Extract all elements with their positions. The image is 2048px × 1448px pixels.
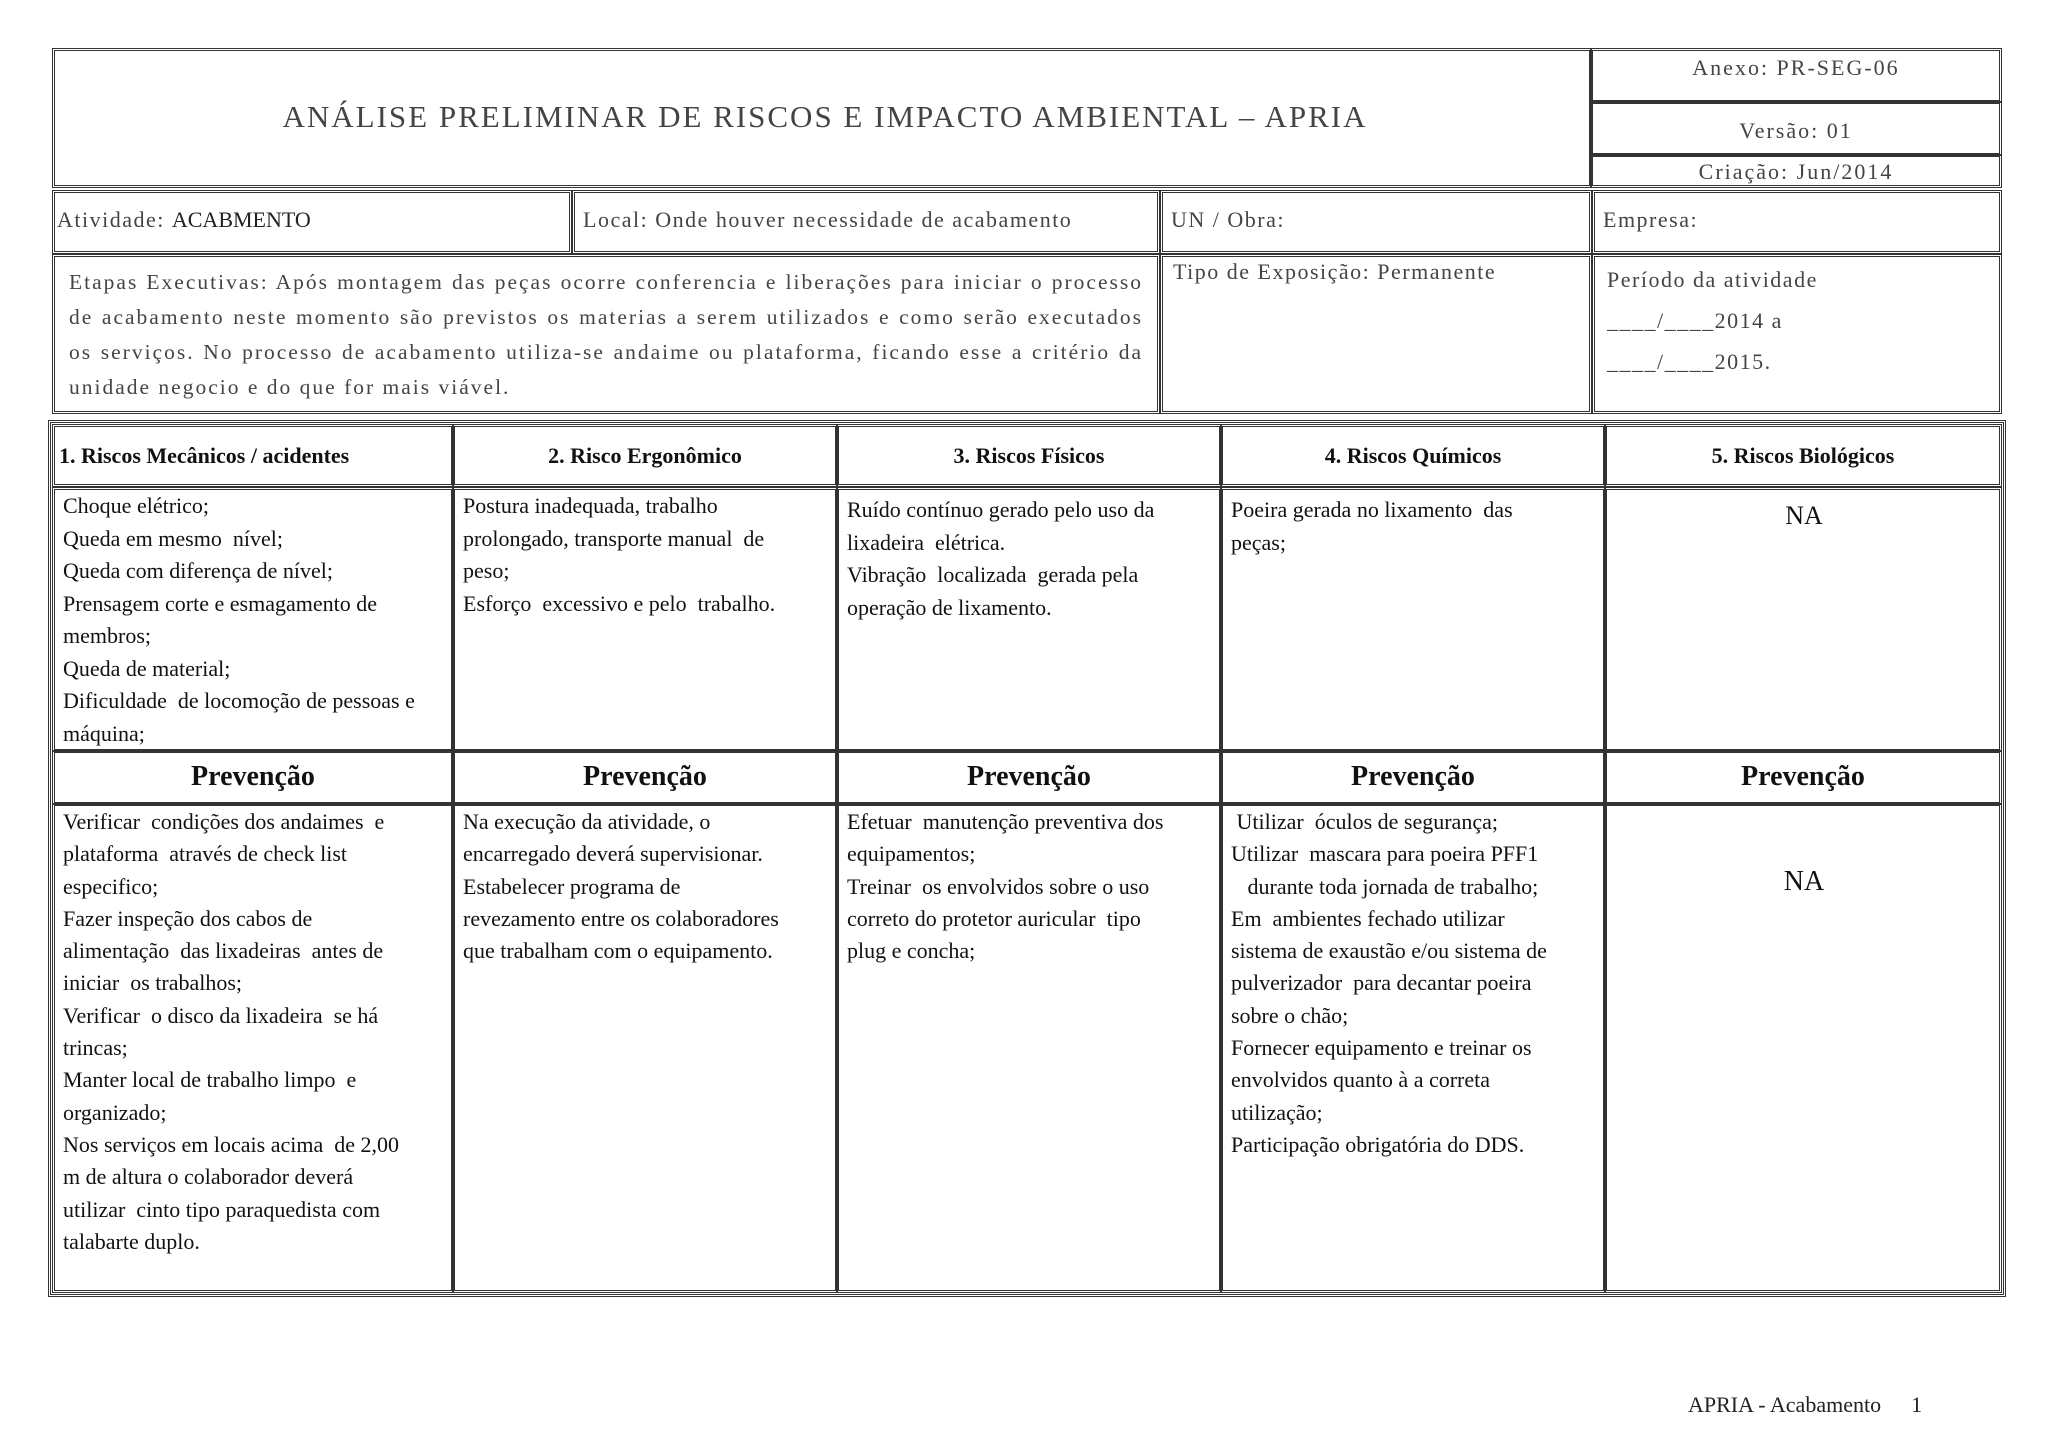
list-line: peças;: [1231, 529, 1286, 555]
prevention-header-mechanical: Prevenção: [52, 750, 454, 805]
list-line: Fazer inspeção dos cabos de: [63, 905, 313, 931]
list-line: encarregado deverá supervisionar.: [463, 841, 763, 867]
list-line: membros;: [63, 623, 151, 648]
list-line: Fornecer equipamento e treinar os: [1231, 1035, 1532, 1061]
list-line: revezamento entre os colaboradores: [463, 905, 779, 931]
header-biological-risks: 5. Riscos Biológicos: [1604, 424, 2002, 487]
list-line: Estabelecer programa de: [463, 873, 681, 899]
header-physical-risks: 3. Riscos Físicos: [836, 424, 1222, 487]
page-number: 1: [1911, 1392, 1923, 1417]
list-line: máquina;: [63, 720, 145, 746]
list-line: Queda em mesmo nível;: [63, 525, 283, 551]
list-line: correto do protetor auricular tipo: [847, 905, 1141, 931]
prevention-header-physical: Prevenção: [836, 750, 1222, 805]
header-mechanical-risks: 1. Riscos Mecânicos / acidentes: [52, 424, 454, 487]
biological-risks-na: NA: [1785, 501, 1823, 530]
prevention-header-chemical: Prevenção: [1220, 750, 1606, 805]
prevention-header-biological: Prevenção: [1604, 750, 2002, 805]
list-line: Utilizar mascara para poeira PFF1: [1231, 841, 1539, 867]
list-line: Nos serviços em locais acima de 2,00: [63, 1131, 400, 1157]
header-title-cell: [52, 48, 1592, 188]
header-ergonomic-risk: 2. Risco Ergonômico: [452, 424, 838, 487]
list-line: especifico;: [63, 873, 159, 899]
list-line: Manter local de trabalho limpo e: [63, 1067, 357, 1093]
list-line: Prensagem corte e esmagamento de: [63, 590, 377, 616]
activity-period: [1592, 254, 2002, 414]
list-line: utilização;: [1231, 1099, 1323, 1125]
period-label: Período da atividade: [1607, 267, 1818, 292]
risk-table-frame: [48, 420, 2006, 1297]
list-line: trincas;: [63, 1035, 128, 1061]
list-line: iniciar os trabalhos;: [63, 970, 243, 996]
list-line: Ruído contínuo gerado pelo uso da: [847, 497, 1155, 522]
list-line: Choque elétrico;: [63, 493, 210, 518]
list-line: Queda com diferença de nível;: [63, 558, 333, 583]
document-title: ANÁLISE PRELIMINAR DE RISCOS E IMPACTO AMBIENTAL – APRIA: [282, 99, 1368, 134]
list-line: Verificar condições dos andaimes e: [63, 809, 385, 834]
unit-work-field: UN / Obra:: [1160, 190, 1592, 254]
list-line: durante toda jornada de trabalho;: [1231, 873, 1539, 899]
list-line: Postura inadequada, trabalho: [463, 493, 718, 518]
page-footer: [1688, 1392, 1922, 1418]
list-line: Dificuldade de locomoção de pessoas e: [63, 688, 415, 713]
list-line: sistema de exaustão e/ou sistema de: [1231, 938, 1547, 964]
list-line: sobre o chão;: [1231, 1002, 1349, 1028]
creation-date: Criação: Jun/2014: [1590, 154, 2002, 188]
list-line: plug e concha;: [847, 938, 976, 964]
location-field: Local: Onde houver necessidade de acabamento: [572, 190, 1160, 254]
list-line: pulverizador para decantar poeira: [1231, 970, 1532, 996]
activity-label: Atividade:: [57, 207, 172, 232]
biological-prevention-na: NA: [1783, 866, 1825, 897]
list-line: m de altura o colaborador deverá: [63, 1164, 354, 1190]
list-line: Efetuar manutenção preventiva dos: [847, 809, 1164, 834]
list-line: plataforma através de check list: [63, 841, 348, 867]
list-line: Utilizar óculos de segurança;: [1231, 809, 1498, 834]
version-label: Versão: 01: [1590, 101, 2002, 156]
list-line: lixadeira elétrica.: [847, 529, 1006, 555]
footer-label: APRIA - Acabamento: [1688, 1392, 1882, 1417]
list-line: equipamentos;: [847, 841, 976, 867]
list-line: Participação obrigatória do DDS.: [1231, 1131, 1525, 1157]
list-line: prolongado, transporte manual de: [463, 525, 765, 551]
list-line: utilizar cinto tipo paraquedista com: [63, 1196, 381, 1222]
list-line: organizado;: [63, 1099, 167, 1125]
list-line: que trabalham com o equipamento.: [463, 938, 773, 964]
header-chemical-risks: 4. Riscos Químicos: [1220, 424, 1606, 487]
list-line: Esforço excessivo e pelo trabalho.: [463, 590, 776, 616]
list-line: Na execução da atividade, o: [463, 809, 711, 834]
list-line: Verificar o disco da lixadeira se há: [63, 1002, 379, 1028]
period-start: ____/____2014 a: [1607, 308, 1783, 333]
list-line: alimentação das lixadeiras antes de: [63, 938, 384, 964]
company-field: Empresa:: [1592, 190, 2002, 254]
list-line: Vibração localizada gerada pela: [847, 562, 1139, 587]
list-line: peso;: [463, 558, 510, 583]
list-line: Queda de material;: [63, 655, 231, 681]
executive-steps: Etapas Executivas: Após montagem das peças ocorre conferencia e liberações para iniciar o processo de acabamento neste momento são previstos os materias a serem utilizados e como serão executados os serviços. No processo de acabamento utiliza-se andaime ou plataforma, ficando esse a critério da unidade negocio e do que for mais viável.: [52, 254, 1160, 414]
list-line: operação de lixamento.: [847, 594, 1052, 620]
period-end: ____/____2015.: [1607, 349, 1772, 374]
list-line: Poeira gerada no lixamento das: [1231, 497, 1513, 522]
activity-field: [52, 190, 572, 254]
activity-value: ACABMENTO: [171, 207, 311, 232]
list-line: Treinar os envolvidos sobre o uso: [847, 873, 1150, 899]
exposure-type: Tipo de Exposição: Permanente: [1160, 254, 1592, 414]
list-line: envolvidos quanto à a correta: [1231, 1067, 1491, 1093]
annex-code: Anexo: PR-SEG-06: [1590, 48, 2002, 103]
prevention-header-ergonomic: Prevenção: [452, 750, 838, 805]
list-line: Em ambientes fechado utilizar: [1231, 905, 1505, 931]
list-line: talabarte duplo.: [63, 1228, 200, 1254]
